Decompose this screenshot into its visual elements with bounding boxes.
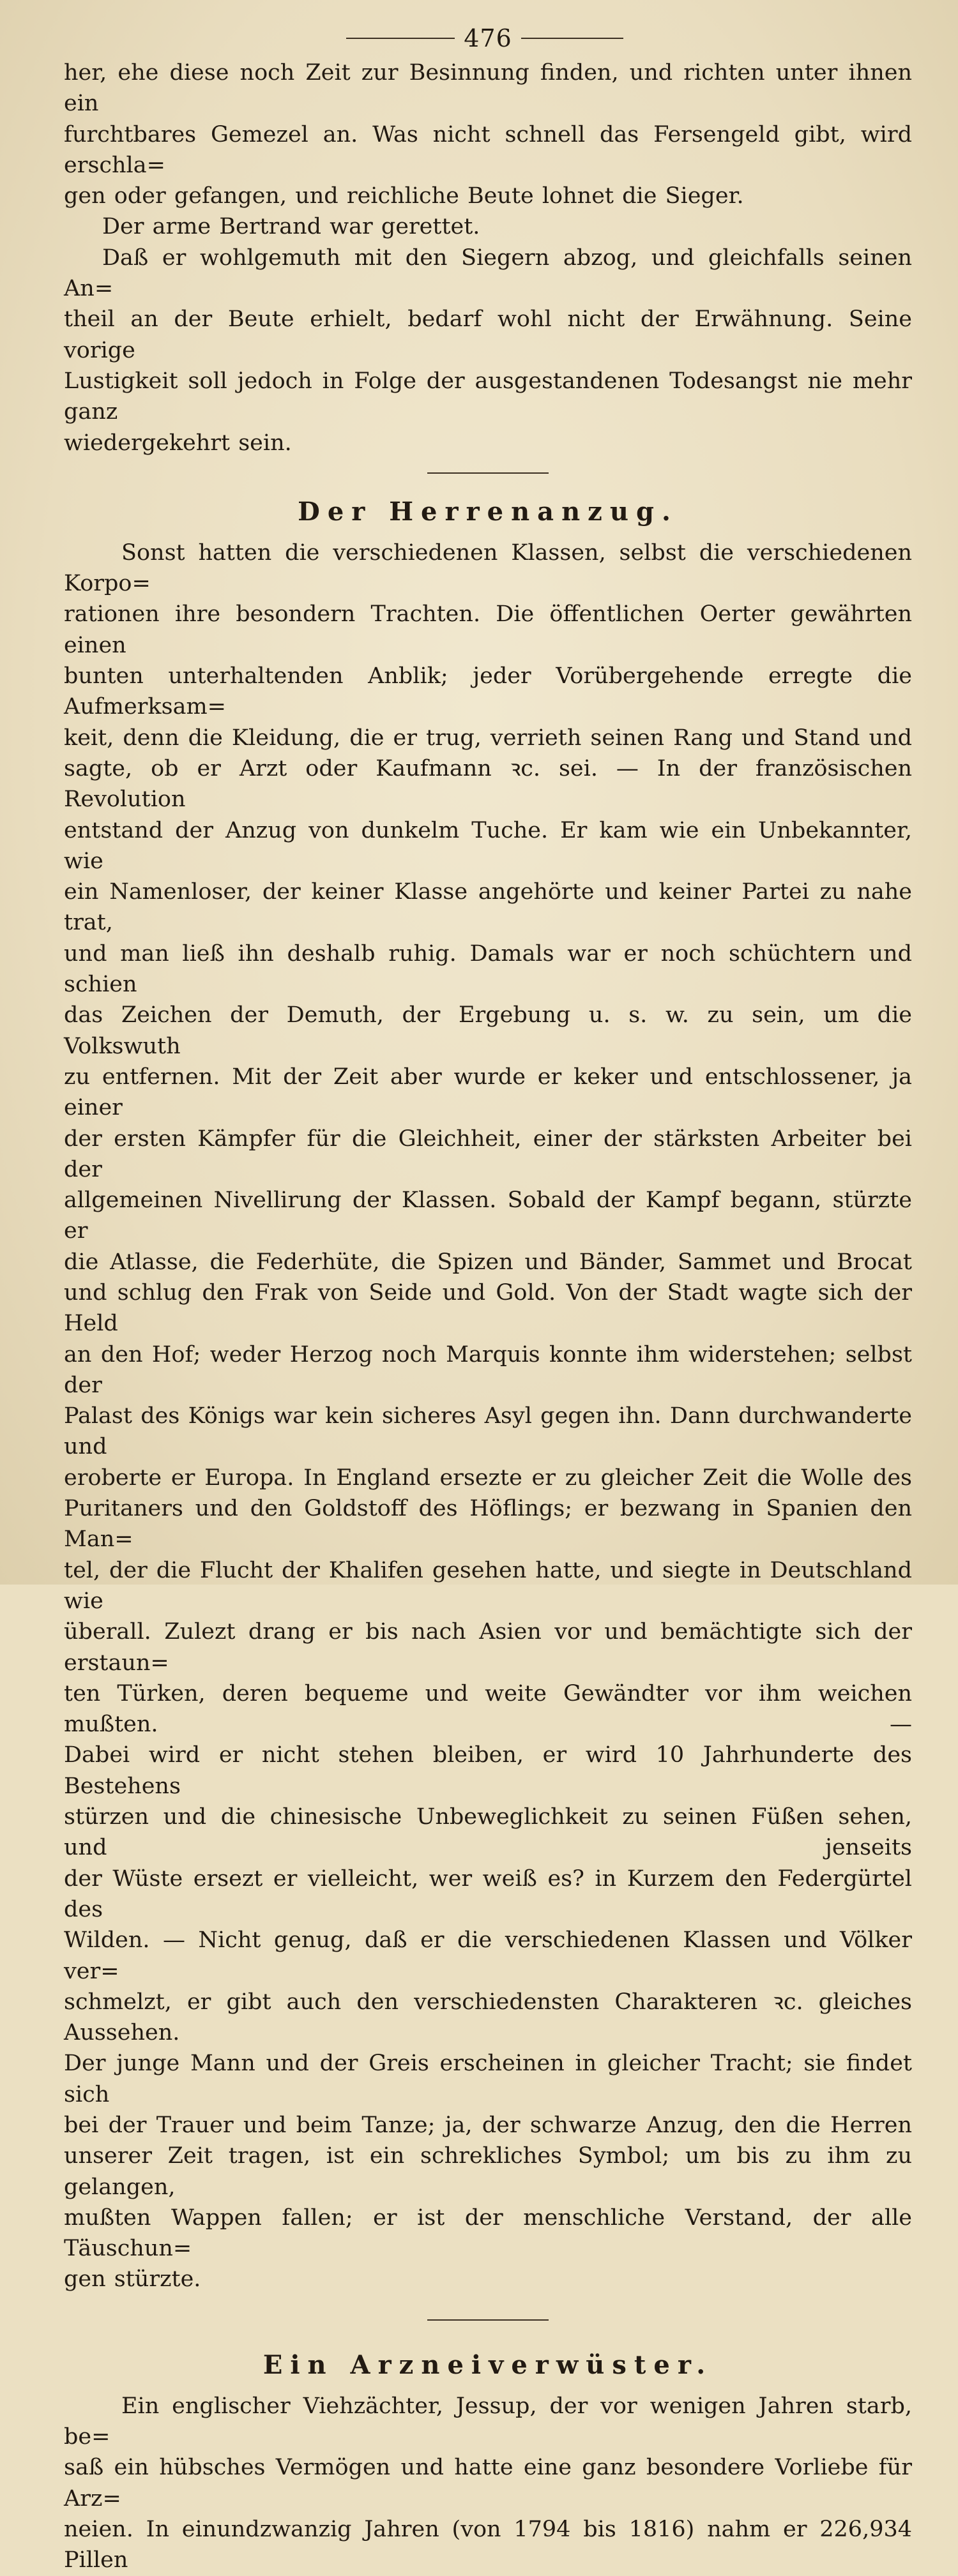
page-header bbox=[57, 19, 912, 57]
text-line: furchtbares Gemezel an. Was nicht schnell das Fersengeld gibt, wird erschla= bbox=[64, 121, 912, 178]
header-rule-left bbox=[346, 38, 455, 39]
story-paragraph-1 bbox=[64, 57, 912, 211]
text-line: gen oder gefangen, und reichliche Beute lohnet die Sieger. bbox=[64, 183, 744, 209]
story-paragraph-3 bbox=[64, 243, 912, 458]
section-story-ending bbox=[64, 57, 912, 458]
text-line: Palast des Königs war kein sicheres Asyl gegen ihn. Dann durchwanderte und bbox=[64, 1403, 912, 1460]
text-line: und man ließ ihn deshalb ruhig. Damals war er noch schüchtern und schien bbox=[64, 940, 912, 998]
section-title: Ein Arzneiverwüster. bbox=[262, 2349, 713, 2380]
text-line: Sonst hatten die verschiedenen Klassen, selbst die verschiedenen Korpo= bbox=[64, 539, 912, 597]
text-line: gen stürzte. bbox=[64, 2266, 201, 2293]
text-line: wiedergekehrt sein. bbox=[64, 430, 292, 456]
text-line: saß ein hübsches Vermögen und hatte eine ganz besondere Vorliebe für Arz= bbox=[64, 2455, 912, 2512]
text-line: unserer Zeit tragen, ist ein schrekliches Symbol; um bis zu ihm zu gelangen, bbox=[64, 2143, 912, 2200]
header-rule-right bbox=[521, 38, 623, 39]
text-line: theil an der Beute erhielt, bedarf wohl nicht der Erwähnung. Seine vorige bbox=[64, 306, 912, 363]
text-line: der ersten Kämpfer für die Gleichheit, einer der stärksten Arbeiter bei der bbox=[64, 1126, 912, 1182]
section-divider bbox=[427, 2319, 549, 2321]
text-line: Dabei wird er nicht stehen bleiben, er wird 10 Jahrhunderte des Bestehens bbox=[64, 1742, 912, 1799]
text-line: Der arme Bertrand war gerettet. bbox=[102, 214, 480, 240]
text-line: und schlug den Frak von Seide und Gold. Von der Stadt wagte sich der Held bbox=[64, 1279, 912, 1337]
text-line: der Wüste ersezt er vielleicht, wer weiß es? in Kurzem den Federgürtel des bbox=[64, 1865, 912, 1922]
text-line: ein Namenloser, der keiner Klasse angehörte und keiner Partei zu nahe trat, bbox=[64, 879, 912, 936]
text-line: an den Hof; weder Herzog noch Marquis konnte ihm widerstehen; selbst der bbox=[64, 1341, 912, 1398]
text-line: eroberte er Europa. In England ersezte er zu gleicher Zeit die Wolle des bbox=[64, 1465, 912, 1491]
text-line: bunten unterhaltenden Anblik; jeder Vorübergehende erregte die Aufmerksam= bbox=[64, 663, 912, 720]
text-line: die Atlasse, die Federhüte, die Spizen und Bänder, Sammet und Brocat bbox=[64, 1249, 912, 1275]
text-line: keit, denn die Kleidung, die er trug, verrieth seinen Rang und Stand und bbox=[64, 725, 912, 751]
page-number: 476 bbox=[464, 24, 512, 52]
text-line: Wilden. — Nicht genug, daß er die verschiedenen Klassen und Völker ver= bbox=[64, 1927, 912, 1984]
text-line: bei der Trauer und beim Tanze; ja, der schwarze Anzug, den die Herren bbox=[64, 2113, 912, 2138]
section-arzneiverwuester bbox=[64, 2340, 912, 2576]
text-line: Puritaners und den Goldstoff des Höflings; er bezwang in Spanien den Man= bbox=[64, 1496, 912, 1553]
text-line: Lustigkeit soll jedoch in Folge der ausgestandenen Todesangst nie mehr ganz bbox=[64, 368, 912, 425]
text-line: ten Türken, deren bequeme und weite Gewändter vor ihm weichen mußten. — bbox=[64, 1680, 912, 1738]
text-line: Der junge Mann und der Greis erscheinen in gleicher Tracht; sie findet sich bbox=[64, 2051, 912, 2107]
text-line: rationen ihre besondern Trachten. Die öffentlichen Oerter gewährten einen bbox=[64, 601, 912, 658]
section-herrenanzug bbox=[64, 486, 912, 2295]
text-line: Daß er wohlgemuth mit den Siegern abzog, und gleichfalls seinen An= bbox=[64, 245, 912, 302]
text-line: entstand der Anzug von dunkelm Tuche. Er kam wie ein Unbekannter, wie bbox=[64, 817, 912, 874]
text-line: neien. In einundzwanzig Jahren (von 1794 bis 1816) nahm er 226,934 Pillen bbox=[64, 2516, 912, 2573]
text-line: allgemeinen Nivellirung der Klassen. Sobald der Kampf begann, stürzte er bbox=[64, 1187, 912, 1244]
text-line: das Zeichen der Demuth, der Ergebung u. s. w. zu sein, um die Volkswuth bbox=[64, 1002, 912, 1059]
section-title: Der Herrenanzug. bbox=[298, 496, 678, 527]
text-line: schmelzt, er gibt auch den verschiedensten Charakteren ꝛc. gleiches Aussehen. bbox=[64, 1989, 912, 2046]
text-line: her, ehe diese noch Zeit zur Besinnung finden, und richten unter ihnen ein bbox=[64, 60, 912, 117]
text-line: sagte, ob er Arzt oder Kaufmann ꝛc. sei. — In der französischen Revolution bbox=[64, 755, 912, 813]
section-divider bbox=[427, 472, 549, 474]
section-body bbox=[64, 538, 912, 2295]
text-line: tel, der die Flucht der Khalifen gesehen hatte, und siegte in Deutschland wie bbox=[64, 1557, 912, 1614]
story-paragraph-2 bbox=[64, 211, 912, 242]
section-body bbox=[64, 2391, 912, 2576]
text-line: mußten Wappen fallen; er ist der menschliche Verstand, der alle Täuschun= bbox=[64, 2204, 912, 2262]
text-line: stürzen und die chinesische Unbeweglichkeit zu seinen Füßen sehen, und jenseits bbox=[64, 1804, 912, 1861]
text-line: zu entfernen. Mit der Zeit aber wurde er keker und entschlossener, ja einer bbox=[64, 1064, 912, 1121]
text-line: überall. Zulezt drang er bis nach Asien vor und bemächtigte sich der erstaun= bbox=[64, 1619, 912, 1676]
text-line: Ein englischer Viehzächter, Jessup, der vor wenigen Jahren starb, be= bbox=[64, 2393, 912, 2450]
